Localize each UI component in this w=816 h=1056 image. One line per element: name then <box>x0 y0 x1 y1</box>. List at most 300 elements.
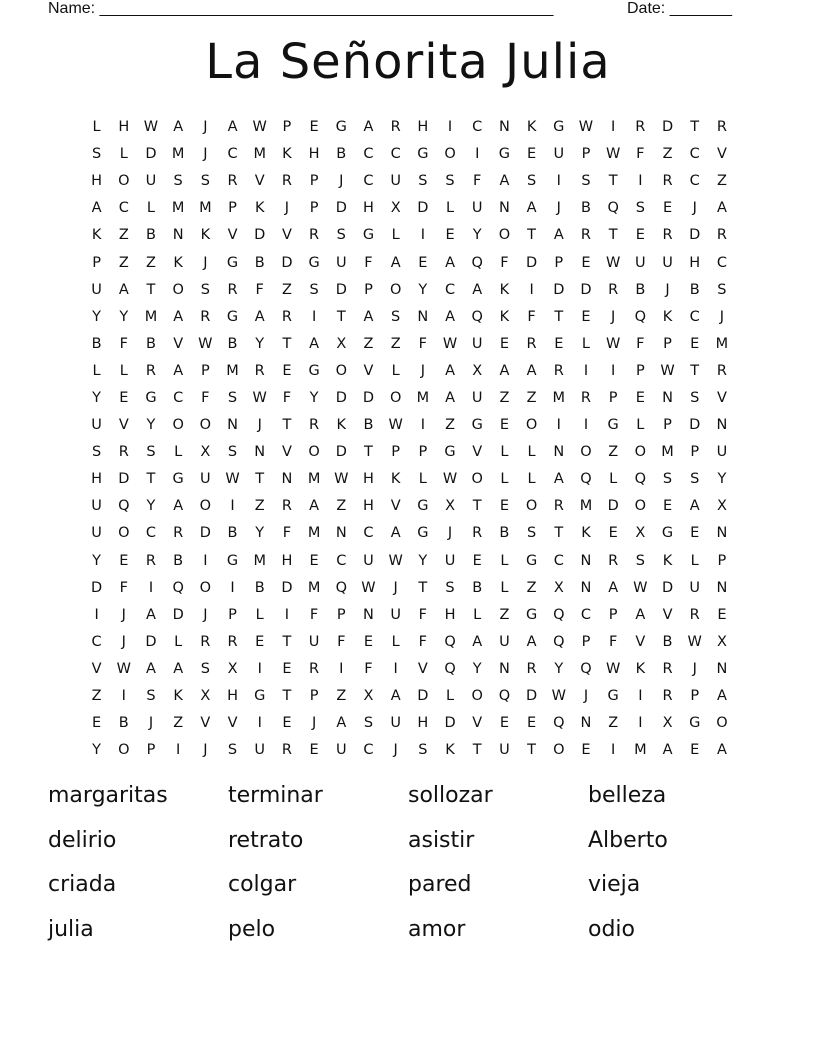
grid-letter: J <box>583 688 589 705</box>
grid-letter: N <box>335 525 347 542</box>
grid-letter: L <box>418 471 427 488</box>
grid-letter: Q <box>444 633 456 650</box>
grid-letter: A <box>716 200 727 217</box>
grid-letter: P <box>581 633 591 650</box>
grid-letter: P <box>690 688 700 705</box>
grid-letter: W <box>361 579 376 596</box>
grid-letter: Q <box>471 254 483 271</box>
grid-letter: Q <box>471 308 483 325</box>
grid-letter: E <box>635 227 645 244</box>
grid-row <box>83 466 736 493</box>
grid-letter: S <box>200 173 210 190</box>
grid-letter: D <box>661 579 674 596</box>
grid-letter: Z <box>445 417 455 434</box>
grid-letter: N <box>281 471 293 488</box>
grid-letter: L <box>581 335 591 352</box>
grid-letter: J <box>611 308 616 325</box>
grid-letter: Q <box>553 633 565 650</box>
grid-letter: P <box>418 444 428 461</box>
grid-letter: J <box>719 308 725 325</box>
grid-letter: V <box>417 660 428 677</box>
grid-letter: S <box>146 688 156 705</box>
grid-letter: P <box>228 200 237 217</box>
grid-letter: Z <box>526 389 537 406</box>
word-list-item: colgar <box>228 872 297 897</box>
grid-letter: W <box>605 335 621 352</box>
grid-letter: I <box>148 579 154 596</box>
grid-letter: I <box>556 417 561 434</box>
grid-letter: O <box>580 444 592 461</box>
grid-letter: D <box>91 579 103 596</box>
grid-letter: W <box>551 688 566 705</box>
grid-letter: P <box>282 119 292 136</box>
grid-letter: E <box>363 633 374 650</box>
grid-letter: V <box>635 633 646 650</box>
grid-letter: S <box>581 173 591 190</box>
grid-letter: N <box>716 660 728 677</box>
grid-letter: D <box>661 119 674 136</box>
grid-letter: W <box>116 660 131 677</box>
grid-letter: I <box>393 660 398 677</box>
grid-letter: A <box>390 688 401 705</box>
grid-letter: G <box>498 146 511 163</box>
grid-letter: U <box>91 417 102 434</box>
grid-letter: A <box>716 742 727 759</box>
grid-row <box>83 222 736 249</box>
grid-letter: Z <box>254 498 265 515</box>
grid-letter: R <box>309 227 320 244</box>
grid-letter: U <box>553 146 565 163</box>
grid-letter: A <box>309 335 320 352</box>
grid-letter: X <box>390 200 401 217</box>
grid-letter: O <box>634 498 647 515</box>
grid-letter: O <box>389 281 402 298</box>
word-list-item: criada <box>48 872 117 897</box>
grid-letter: P <box>336 606 346 623</box>
grid-letter: O <box>389 389 402 406</box>
grid-letter: J <box>203 254 208 271</box>
grid-letter: U <box>145 173 157 190</box>
grid-row <box>83 412 736 439</box>
grid-letter: K <box>390 471 401 488</box>
grid-letter: E <box>282 715 292 732</box>
grid-letter: S <box>227 389 238 406</box>
grid-letter: D <box>118 471 130 488</box>
grid-letter: T <box>472 498 482 515</box>
grid-letter: B <box>662 633 673 650</box>
grid-letter: L <box>92 119 101 136</box>
grid-letter: L <box>690 552 699 569</box>
grid-letter: D <box>335 281 347 298</box>
grid-letter: D <box>417 688 429 705</box>
grid-letter: L <box>636 417 645 434</box>
grid-letter: S <box>445 173 455 190</box>
grid-letter: V <box>281 227 292 244</box>
grid-letter: T <box>364 444 373 461</box>
grid-letter: E <box>662 200 673 217</box>
grid-letter: U <box>91 498 102 515</box>
grid-letter: M <box>307 471 321 488</box>
grid-letter: I <box>611 742 616 759</box>
grid-letter: J <box>203 119 208 136</box>
grid-letter: A <box>445 362 455 379</box>
grid-letter: W <box>252 389 267 406</box>
grid-letter: A <box>445 308 455 325</box>
grid-letter: D <box>444 715 456 732</box>
grid-letter: B <box>689 281 700 298</box>
grid-letter: T <box>255 471 265 488</box>
grid-letter: M <box>199 200 212 217</box>
grid-letter: C <box>580 606 592 623</box>
grid-letter: A <box>254 308 265 325</box>
grid-letter: J <box>284 200 290 217</box>
grid-letter: W <box>442 335 458 352</box>
grid-letter: N <box>716 525 728 542</box>
grid-letter: D <box>281 579 293 596</box>
grid-letter: Y <box>717 471 727 488</box>
grid-letter: S <box>391 308 401 325</box>
grid-letter: Y <box>146 417 156 434</box>
grid-letter: Z <box>526 579 537 596</box>
grid-letter: M <box>416 389 430 406</box>
grid-letter: S <box>635 200 645 217</box>
grid-letter: S <box>526 173 537 190</box>
grid-letter: K <box>336 417 347 434</box>
grid-letter: N <box>498 119 510 136</box>
grid-letter: N <box>172 227 184 244</box>
grid-letter: D <box>526 688 538 705</box>
grid-letter: M <box>171 200 185 217</box>
grid-letter: S <box>662 471 673 488</box>
grid-letter: S <box>91 444 102 461</box>
grid-letter: E <box>119 552 129 569</box>
grid-letter: H <box>281 552 293 569</box>
grid-letter: F <box>364 660 373 677</box>
grid-letter: F <box>608 633 618 650</box>
grid-letter: G <box>226 254 239 271</box>
grid-letter: S <box>690 389 700 406</box>
grid-letter: V <box>472 444 483 461</box>
grid-letter: I <box>176 742 181 759</box>
grid-letter: A <box>336 715 347 732</box>
grid-letter: I <box>447 119 453 136</box>
grid-letter: H <box>363 200 374 217</box>
grid-letter: O <box>199 579 212 596</box>
grid-letter: Z <box>118 254 129 271</box>
grid-letter: Z <box>608 715 619 732</box>
grid-letter: W <box>605 254 621 271</box>
grid-letter: M <box>226 362 239 379</box>
grid-letter: A <box>608 579 619 596</box>
grid-letter: A <box>146 606 156 623</box>
grid-letter: B <box>635 281 646 298</box>
grid-letter: E <box>255 633 265 650</box>
grid-letter: T <box>690 362 700 379</box>
grid-letter: P <box>663 417 672 434</box>
grid-letter: U <box>91 525 102 542</box>
grid-letter: B <box>472 579 483 596</box>
grid-letter: H <box>417 715 429 732</box>
grid-letter: S <box>418 173 428 190</box>
grid-letter: O <box>199 417 212 434</box>
grid-letter: U <box>91 281 102 298</box>
grid-letter: K <box>526 119 537 136</box>
grid-letter: L <box>609 471 618 488</box>
grid-letter: L <box>391 633 400 650</box>
grid-letter: W <box>687 633 702 650</box>
grid-letter: B <box>227 335 238 352</box>
grid-letter: K <box>173 254 183 271</box>
grid-letter: Z <box>390 335 401 352</box>
grid-letter: Z <box>336 498 347 515</box>
grid-letter: E <box>499 417 509 434</box>
grid-letter: T <box>608 173 618 190</box>
grid-letter: W <box>334 471 349 488</box>
grid-letter: L <box>119 362 128 379</box>
grid-row <box>83 493 736 520</box>
grid-letter: E <box>445 227 455 244</box>
grid-letter: S <box>146 444 156 461</box>
grid-letter: R <box>662 173 673 190</box>
grid-letter: W <box>198 335 213 352</box>
grid-letter: A <box>227 119 238 136</box>
grid-letter: C <box>689 173 700 190</box>
grid-letter: G <box>471 417 483 434</box>
grid-letter: A <box>173 660 184 677</box>
grid-letter: G <box>172 471 184 488</box>
grid-letter: I <box>311 308 317 325</box>
grid-letter: A <box>526 362 537 379</box>
grid-row <box>83 439 736 466</box>
grid-letter: R <box>526 335 537 352</box>
grid-letter: D <box>417 200 429 217</box>
grid-letter: A <box>173 308 184 325</box>
letter-grid <box>83 114 736 764</box>
grid-letter: R <box>309 417 320 434</box>
grid-letter: V <box>363 362 374 379</box>
grid-letter: N <box>417 308 429 325</box>
grid-letter: R <box>200 308 211 325</box>
grid-letter: T <box>146 471 156 488</box>
grid-letter: C <box>336 552 347 569</box>
grid-letter: I <box>583 417 589 434</box>
grid-letter: J <box>257 417 262 434</box>
grid-letter: A <box>662 742 673 759</box>
grid-letter: A <box>472 281 483 298</box>
grid-letter: U <box>390 715 401 732</box>
grid-letter: R <box>608 552 619 569</box>
grid-letter: Y <box>309 389 319 406</box>
grid-letter: R <box>662 660 673 677</box>
grid-letter: R <box>716 362 727 379</box>
grid-letter: K <box>499 281 510 298</box>
grid-letter: Y <box>92 742 102 759</box>
grid-letter: A <box>363 119 374 136</box>
grid-letter: G <box>525 552 538 569</box>
grid-letter: Z <box>716 173 727 190</box>
grid-letter: I <box>529 281 534 298</box>
grid-letter: U <box>200 471 211 488</box>
grid-letter: A <box>173 119 184 136</box>
grid-letter: F <box>119 335 128 352</box>
grid-letter: Z <box>608 444 619 461</box>
grid-letter: G <box>444 444 456 461</box>
grid-letter: R <box>200 633 211 650</box>
grid-letter: K <box>581 525 591 542</box>
grid-letter: L <box>391 227 400 244</box>
grid-letter: C <box>390 146 401 163</box>
grid-letter: A <box>689 498 700 515</box>
grid-letter: X <box>363 688 374 705</box>
name-field: Name: ___________________________________________________ <box>48 0 554 17</box>
grid-letter: G <box>417 525 429 542</box>
grid-row <box>83 548 736 575</box>
grid-letter: C <box>91 633 102 650</box>
grid-letter: D <box>335 389 347 406</box>
grid-letter: Y <box>92 389 102 406</box>
grid-letter: O <box>525 417 538 434</box>
grid-letter: J <box>121 633 126 650</box>
grid-letter: A <box>173 362 184 379</box>
grid-letter: R <box>281 498 292 515</box>
grid-letter: H <box>444 606 456 623</box>
grid-letter: J <box>692 660 697 677</box>
grid-letter: L <box>500 579 509 596</box>
grid-letter: U <box>335 254 347 271</box>
grid-letter: L <box>255 606 264 623</box>
grid-letter: T <box>608 227 618 244</box>
grid-letter: R <box>145 552 156 569</box>
grid-letter: D <box>172 606 184 623</box>
grid-letter: R <box>173 525 184 542</box>
grid-letter: I <box>420 417 425 434</box>
word-list-item: terminar <box>228 783 323 808</box>
grid-letter: E <box>309 119 319 136</box>
grid-letter: U <box>662 254 673 271</box>
grid-letter: V <box>200 715 211 732</box>
grid-letter: E <box>662 498 673 515</box>
grid-letter: X <box>445 498 455 515</box>
grid-letter: G <box>335 119 347 136</box>
grid-letter: S <box>200 660 210 677</box>
grid-letter: E <box>554 335 564 352</box>
grid-letter: Q <box>634 308 647 325</box>
grid-letter: Z <box>118 227 129 244</box>
grid-letter: E <box>527 715 537 732</box>
grid-letter: A <box>146 660 156 677</box>
grid-letter: X <box>716 633 727 650</box>
grid-letter: B <box>91 335 102 352</box>
grid-letter: F <box>119 579 128 596</box>
grid-letter: G <box>226 308 239 325</box>
grid-letter: N <box>498 200 510 217</box>
grid-letter: X <box>635 525 646 542</box>
grid-letter: P <box>391 444 401 461</box>
grid-row <box>83 141 736 168</box>
grid-letter: B <box>227 525 238 542</box>
grid-letter: C <box>716 254 727 271</box>
grid-letter: C <box>363 173 374 190</box>
grid-row <box>83 168 736 195</box>
grid-letter: A <box>635 606 646 623</box>
grid-letter: W <box>225 471 240 488</box>
grid-letter: N <box>553 444 565 461</box>
grid-letter: U <box>335 742 347 759</box>
grid-letter: O <box>444 146 456 163</box>
grid-letter: W <box>633 579 648 596</box>
grid-letter: F <box>309 606 319 623</box>
grid-letter: O <box>716 715 728 732</box>
grid-letter: N <box>498 660 510 677</box>
grid-letter: S <box>445 579 455 596</box>
grid-letter: Q <box>580 660 592 677</box>
grid-letter: R <box>526 660 537 677</box>
grid-letter: P <box>146 742 156 759</box>
grid-letter: K <box>635 660 646 677</box>
grid-letter: B <box>499 525 510 542</box>
grid-letter: Y <box>418 552 428 569</box>
grid-letter: O <box>118 742 130 759</box>
grid-letter: S <box>91 146 102 163</box>
grid-letter: H <box>363 498 374 515</box>
grid-letter: R <box>608 281 619 298</box>
grid-letter: I <box>121 688 126 705</box>
grid-letter: N <box>363 606 374 623</box>
grid-letter: A <box>553 227 564 244</box>
grid-letter: I <box>257 715 262 732</box>
word-list-item: belleza <box>588 783 667 808</box>
grid-letter: S <box>526 525 537 542</box>
grid-letter: A <box>472 633 483 650</box>
grid-letter: R <box>281 308 292 325</box>
grid-letter: R <box>309 660 320 677</box>
grid-row <box>83 683 736 710</box>
grid-letter: G <box>308 362 320 379</box>
grid-letter: Y <box>255 525 265 542</box>
grid-letter: T <box>527 742 537 759</box>
grid-letter: R <box>118 444 129 461</box>
grid-letter: A <box>118 281 129 298</box>
grid-letter: F <box>255 281 264 298</box>
grid-letter: R <box>472 525 483 542</box>
grid-letter: O <box>118 173 130 190</box>
grid-letter: L <box>473 606 482 623</box>
grid-letter: Z <box>173 715 184 732</box>
grid-letter: L <box>445 200 455 217</box>
grid-row <box>83 114 736 141</box>
grid-letter: M <box>307 579 321 596</box>
grid-letter: E <box>418 254 428 271</box>
grid-letter: Q <box>498 688 511 705</box>
grid-row <box>83 358 736 385</box>
grid-letter: E <box>119 389 129 406</box>
grid-letter: K <box>91 227 102 244</box>
grid-letter: P <box>663 335 672 352</box>
grid-letter: F <box>201 389 210 406</box>
grid-letter: I <box>611 362 616 379</box>
grid-letter: X <box>200 688 211 705</box>
grid-letter: U <box>363 552 374 569</box>
grid-letter: J <box>339 173 344 190</box>
grid-letter: P <box>581 146 591 163</box>
grid-letter: U <box>308 633 320 650</box>
grid-letter: O <box>471 688 483 705</box>
date-field: Date: _______ <box>627 0 732 17</box>
word-list-item: asistir <box>408 827 475 853</box>
grid-letter: A <box>445 254 455 271</box>
grid-letter: O <box>118 525 130 542</box>
grid-letter: K <box>662 552 673 569</box>
